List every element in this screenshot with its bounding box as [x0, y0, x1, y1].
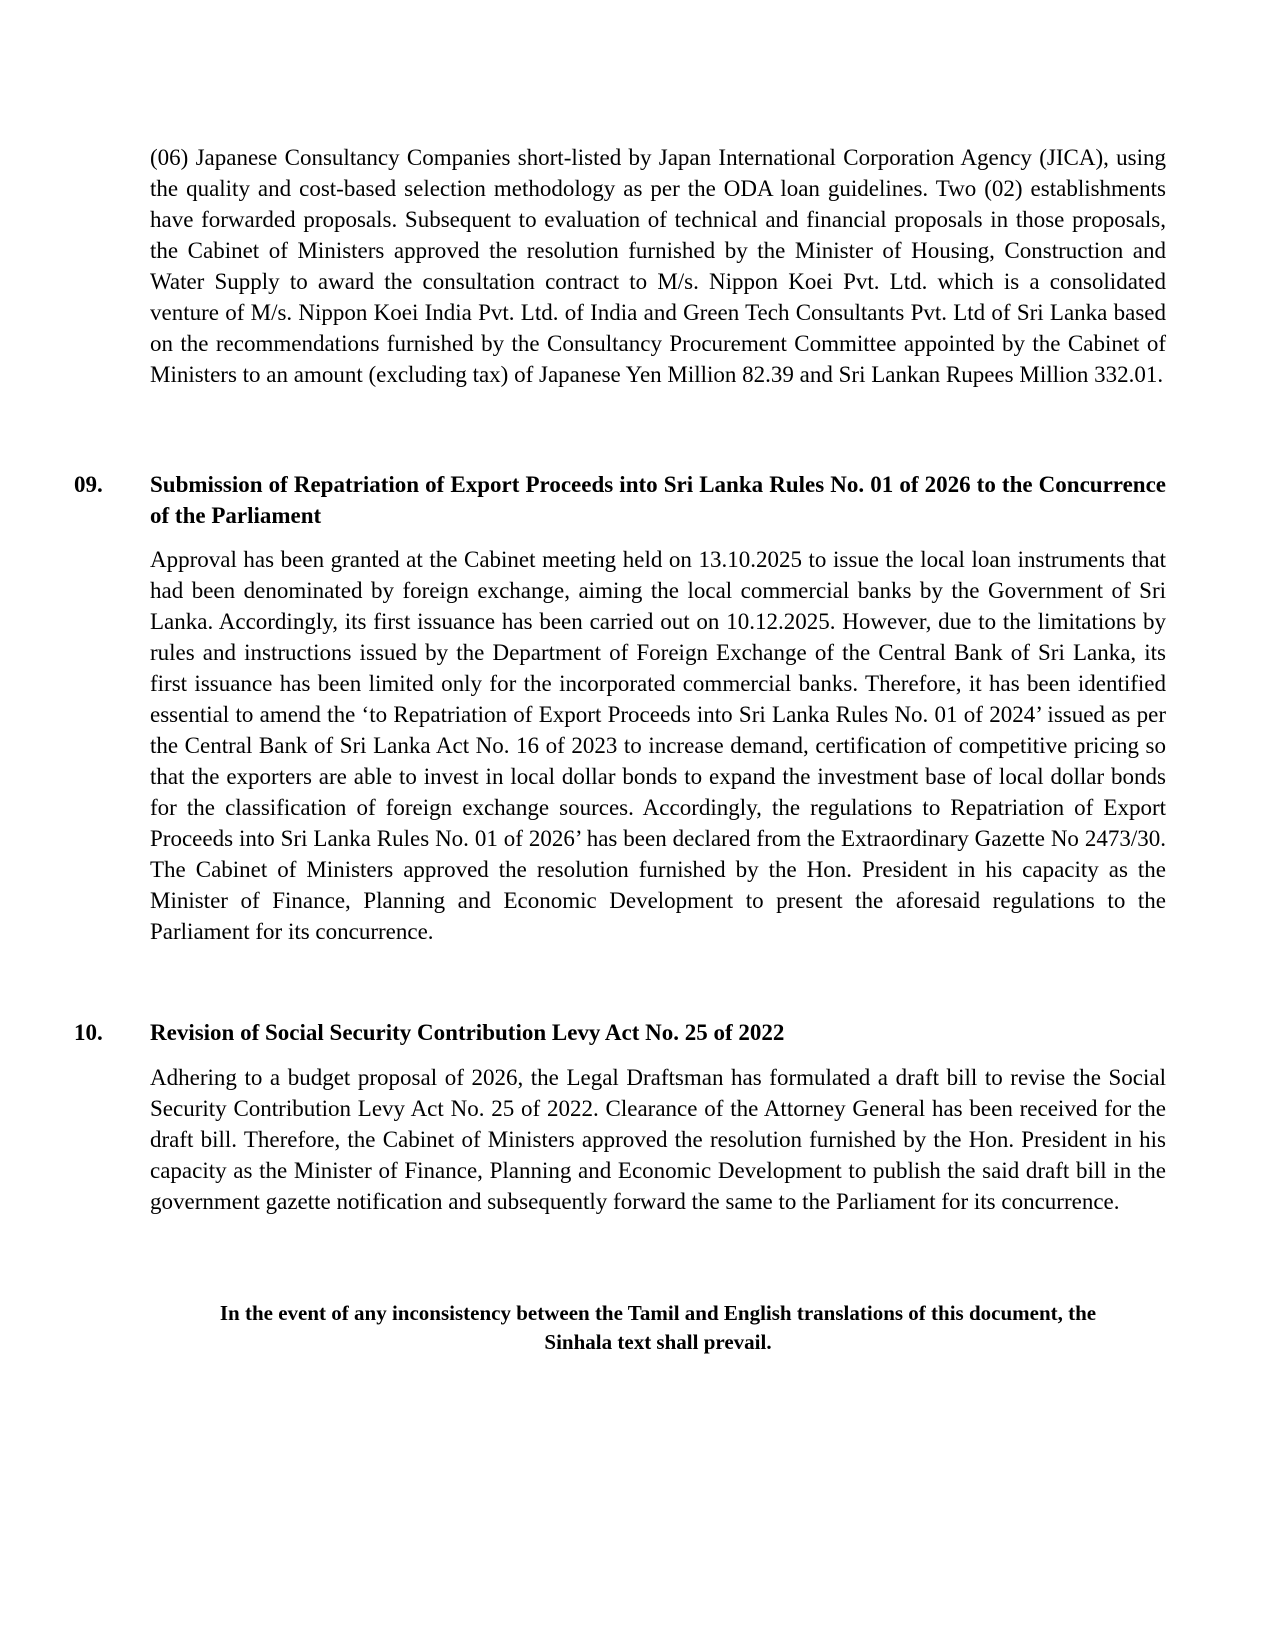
- section-heading: Revision of Social Security Contribution Levy Act No. 25 of 2022: [150, 1020, 785, 1045]
- disclaimer-line-1: In the event of any inconsistency between the Tamil and English translations of this document, the: [219, 1301, 1097, 1325]
- disclaimer-line-2: Sinhala text shall prevail.: [544, 1330, 772, 1354]
- continuation-paragraph: (06) Japanese Consultancy Companies short-listed by Japan International Corporation Agency (JICA), using the quality and cost-based selection methodology as per the ODA loan guidelines. Two (02) establishments have forwarded proposals. Subsequent to evaluation of technical and financial proposals in those proposals, the Cabinet of Ministers approved the resolution furnished by the Minister of Housing, Construction and Water Supply to award the consultation contract to M/s. Nippon Koei Pvt. Ltd. which is a consolidated venture of M/s. Nippon Koei India Pvt. Ltd. of India and Green Tech Consultants Pvt. Ltd of Sri Lanka based on the recommendations furnished by the Consultancy Procurement Committee appointed by the Cabinet of Ministers to an amount (excluding tax) of Japanese Yen Million 82.39 and Sri Lankan Rupees Million 332.01.: [150, 145, 1166, 387]
- section-number: 09.: [74, 472, 103, 497]
- section-number: 10.: [74, 1020, 103, 1045]
- section-body: Approval has been granted at the Cabinet meeting held on 13.10.2025 to issue the local loan instruments that had been denominated by foreign exchange, aiming the local commercial banks by the Government of Sri Lanka. Accordingly, its first issuance has been carried out on 10.12.2025. However, due to the limitations by rules and instructions issued by the Department of Foreign Exchange of the Central Bank of Sri Lanka, its first issuance has been limited only for the incorporated commercial banks. Therefore, it has been identified essential to amend the ‘to Repatriation of Export Proceeds into Sri Lanka Rules No. 01 of 2024’ issued as per the Central Bank of Sri Lanka Act No. 16 of 2023 to increase demand, certification of competitive pricing so that the exporters are able to invest in local dollar bonds to expand the investment base of local dollar bonds for the classification of foreign exchange sources. Accordingly, the regulations to Repatriation of Export Proceeds into Sri Lanka Rules No. 01 of 2026’ has been declared from the Extraordinary Gazette No 2473/30. The Cabinet of Ministers approved the resolution furnished by the Hon. President in his capacity as the Minister of Finance, Planning and Economic Development to present the aforesaid regulations to the Parliament for its concurrence.: [150, 547, 1166, 944]
- section-body: Adhering to a budget proposal of 2026, the Legal Draftsman has formulated a draft bill to revise the Social Security Contribution Levy Act No. 25 of 2022. Clearance of the Attorney General has been received for the draft bill. Therefore, the Cabinet of Ministers approved the resolution furnished by the Hon. President in his capacity as the Minister of Finance, Planning and Economic Development to publish the said draft bill in the government gazette notification and subsequently forward the same to the Parliament for its concurrence.: [150, 1065, 1166, 1214]
- section-heading: Submission of Repatriation of Export Proceeds into Sri Lanka Rules No. 01 of 2026 to the Concurrence of the Parliament: [150, 472, 1166, 528]
